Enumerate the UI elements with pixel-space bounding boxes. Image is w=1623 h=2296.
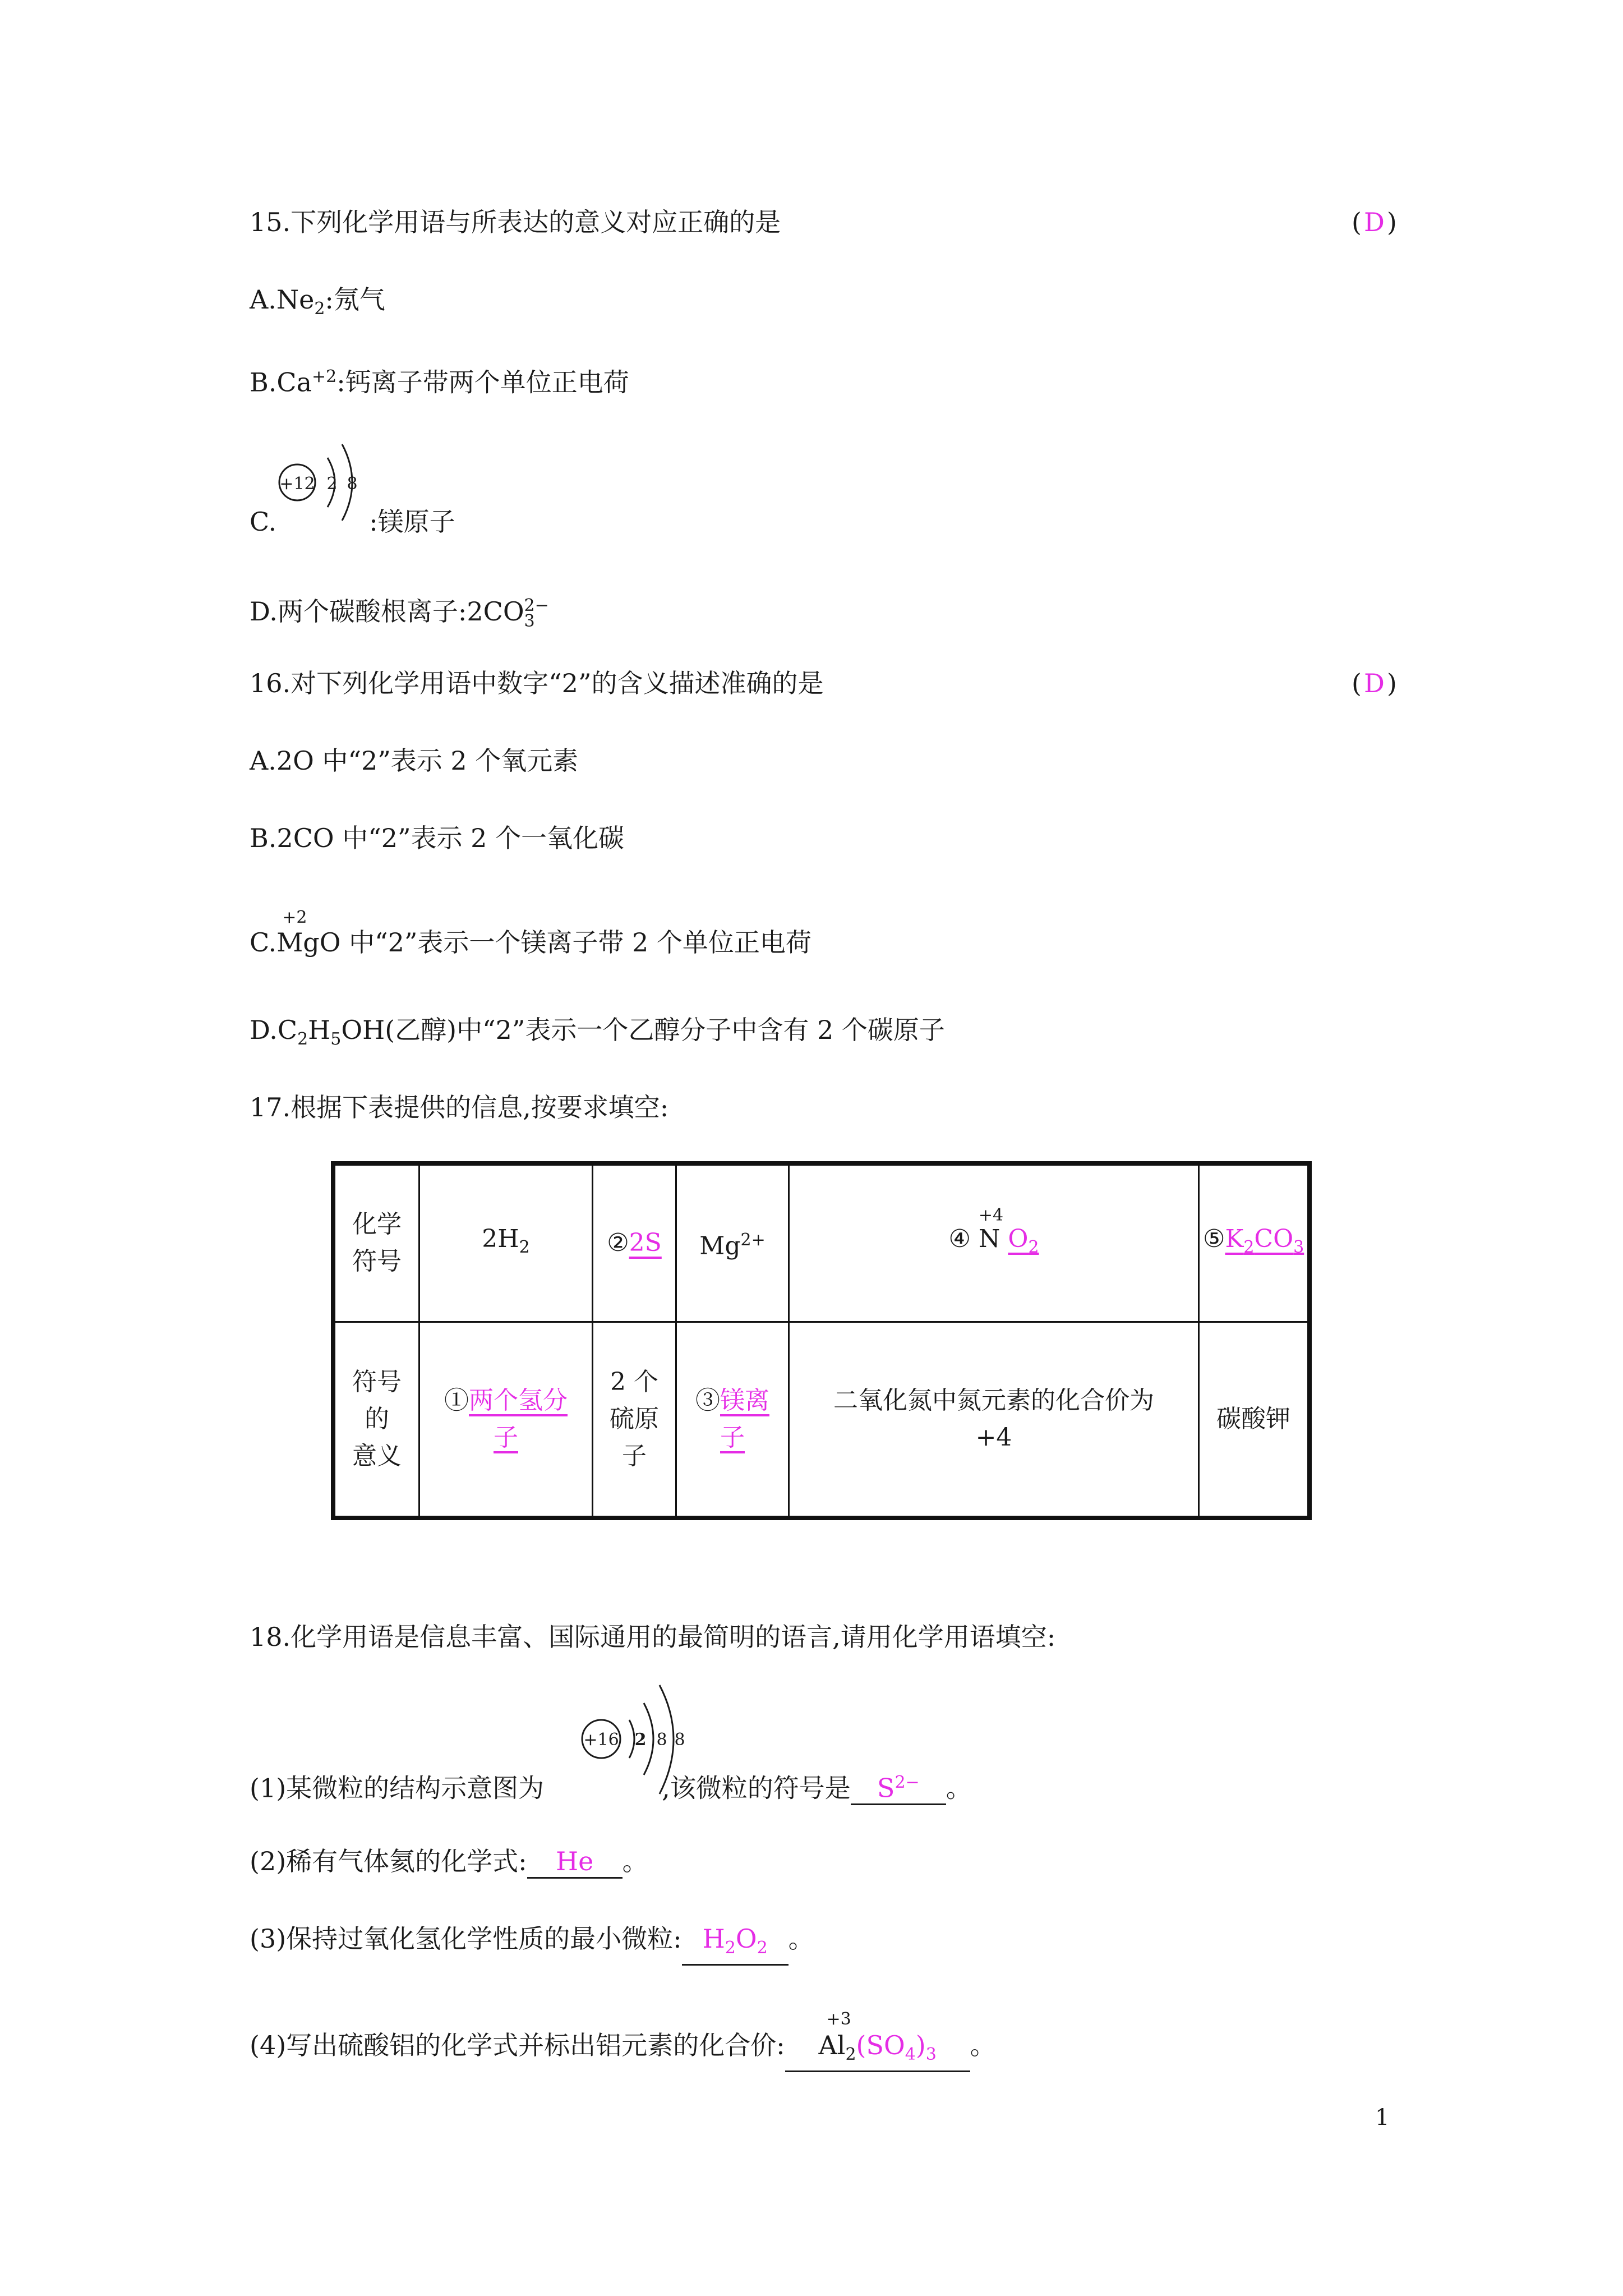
q17-info-table (331, 1161, 1312, 1520)
q16-stem: 16.对下列化学用语中数字“2”的含义描述准确的是 (250, 668, 824, 698)
blank-3: $H_2O_2$ (682, 1923, 789, 1966)
q15-option-d: D.两个碳酸根离子:2CO 2− 3 (250, 596, 549, 631)
q16-option-d: $D.C_2H_5OH$(乙醇)中“2”表示一个乙醇分子中含有 2 个碳原子 (250, 1015, 945, 1050)
q18-part-4: (4)写出硫酸铝的化学式并标出铝元素的化合价: +3 $Al_2(SO_4)_3$ 。 (250, 2028, 996, 2072)
q16-answer: D (1363, 668, 1385, 698)
q15-option-a: $A.Ne_2$:氖气 (250, 284, 385, 319)
blank-4: +3 $Al_2(SO_4)_3$ (785, 2030, 970, 2072)
row-header-meaning: 符号 的 意义 (333, 1322, 419, 1518)
q18-part-3: (3)保持过氧化氢化学性质的最小微粒: $H_2O_2$ 。 (250, 1922, 814, 1966)
q16-option-c: C. +2 MgO 中“2”表示一个镁离子带 2 个单位正电荷 (250, 926, 811, 959)
q17-stem: 17.根据下表提供的信息,按要求填空: (250, 1092, 669, 1122)
valence-mark: +2 (282, 908, 307, 927)
electron-shell-1 (629, 1720, 634, 1758)
q16-option-b: B.2CO 中“2”表示 2 个一氧化碳 (250, 823, 625, 853)
nucleus-charge: +12 (279, 474, 315, 494)
shell-1-count: 2 (326, 474, 338, 494)
q18-part-2: (2)稀有气体氦的化学式: He 。 (250, 1844, 648, 1879)
magnesium-atom-structure-diagram (274, 438, 369, 533)
cell-meaning-mg: ③镁离 子 (676, 1322, 789, 1518)
q18-part-1: (1)某微粒的结构示意图为 ,该微粒的符号是 $S^{2-}$ 。 (250, 1767, 972, 1805)
q16-answer-bracket: (D) (1352, 668, 1397, 698)
table-row-meaning (333, 1322, 1310, 1518)
blank-1: $S^{2-}$ (851, 1767, 946, 1805)
shell-3-count: 8 (674, 1730, 685, 1750)
shell-2-count: 8 (347, 474, 358, 494)
cell-meaning-h2: ①两个氢分 子 (419, 1322, 593, 1518)
blank-2: He (527, 1846, 623, 1879)
q18-stem: 18.化学用语是信息丰富、国际通用的最简明的语言,请用化学用语填空: (250, 1622, 1056, 1652)
q15-answer: D (1363, 207, 1385, 237)
q16-option-a: A.2O 中“2”表示 2 个氧元素 (250, 746, 579, 776)
page-number: 1 (1375, 2105, 1390, 2131)
q15-option-c: C. :镁原子 (250, 507, 455, 537)
q15-stem: 15.下列化学用语与所表达的意义对应正确的是 (250, 207, 781, 237)
cell-meaning-k2co3: 碳酸钾 (1199, 1322, 1310, 1518)
row-header-symbol: 化学 符号 (333, 1163, 419, 1322)
shell-2-count: 8 (656, 1730, 667, 1750)
cell-2h2: $2H_2$ (419, 1163, 593, 1322)
cell-mg2plus: $Mg^{2+}$ (676, 1163, 789, 1322)
nucleus-charge: +16 (583, 1730, 619, 1750)
cell-2s: ②2S (593, 1163, 676, 1322)
table-row-symbol (333, 1163, 1310, 1322)
shell-1-count: 2 (634, 1730, 647, 1750)
cell-meaning-no2: 二氧化氮中氮元素的化合价为 +4 (789, 1322, 1199, 1518)
q15-answer-bracket: (D) (1352, 207, 1397, 237)
cell-k2co3: $⑤K_2CO_3$ (1199, 1163, 1310, 1322)
q15-option-b: $B.Ca^{+2}$:钙离子带两个单位正电荷 (250, 367, 629, 398)
cell-meaning-2s: 2 个 硫原 子 (593, 1322, 676, 1518)
cell-no2: ④ +4 N $O_2$ (789, 1163, 1199, 1322)
